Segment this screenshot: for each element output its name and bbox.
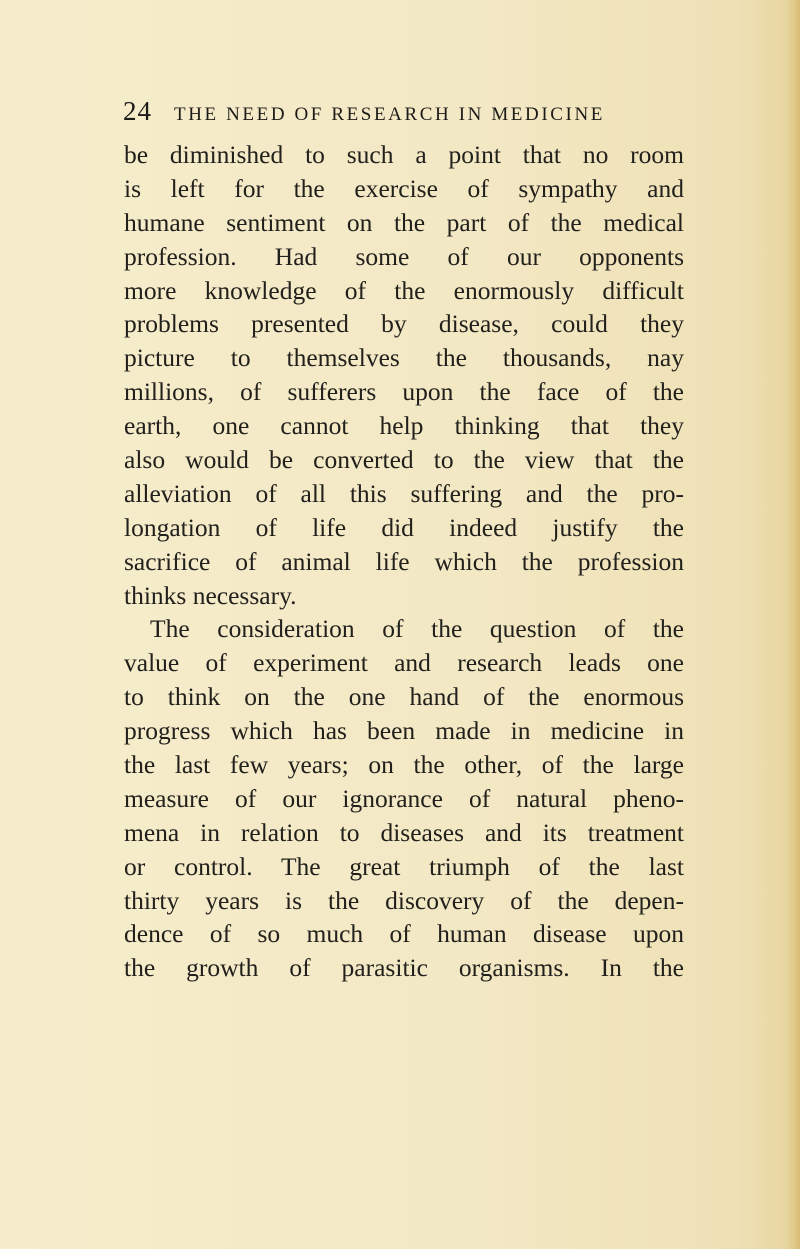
text-line: is left for the exercise of sympathy and: [124, 173, 684, 203]
text-line: thirty years is the discovery of the depen-: [124, 885, 684, 915]
text-line: problems presented by disease, could they: [124, 309, 684, 339]
page-edge-shadow: [786, 0, 800, 1249]
paragraph-end-line: thinks necessary.: [124, 580, 297, 610]
text-line: humane sentiment on the part of the medical: [124, 207, 684, 237]
text-line: progress which has been made in medicine in: [124, 716, 684, 746]
text-line: mena in relation to diseases and its treatment: [124, 817, 684, 847]
text-line: or control. The great triumph of the last: [124, 851, 684, 881]
text-line: longation of life did indeed justify the: [124, 512, 684, 542]
body-text: [124, 138, 684, 985]
text-line: the last few years; on the other, of the large: [124, 750, 684, 780]
text-line: profession. Had some of our opponents: [124, 241, 684, 271]
page-number: 24: [123, 96, 152, 126]
paragraph-start-line: The consideration of the question of the: [150, 614, 684, 644]
text-line: earth, one cannot help thinking that they: [124, 411, 684, 441]
text-line: value of experiment and research leads one: [124, 648, 684, 678]
text-line: alleviation of all this suffering and the pro-: [124, 478, 684, 508]
text-line: be diminished to such a point that no room: [124, 140, 684, 169]
running-head: [123, 96, 723, 128]
text-line: more knowledge of the enormously difficult: [124, 275, 684, 305]
text-line: to think on the one hand of the enormous: [124, 682, 684, 712]
text-line: measure of our ignorance of natural pheno-: [124, 783, 684, 813]
text-line: millions, of sufferers upon the face of the: [124, 377, 684, 407]
text-line: also would be converted to the view that the: [124, 445, 684, 475]
text-line: sacrifice of animal life which the profession: [124, 546, 684, 576]
text-line: picture to themselves the thousands, nay: [124, 343, 684, 373]
running-title: THE NEED OF RESEARCH IN MEDICINE: [174, 104, 605, 125]
text-line: dence of so much of human disease upon: [124, 919, 684, 949]
text-line: the growth of parasitic organisms. In the: [124, 953, 684, 983]
